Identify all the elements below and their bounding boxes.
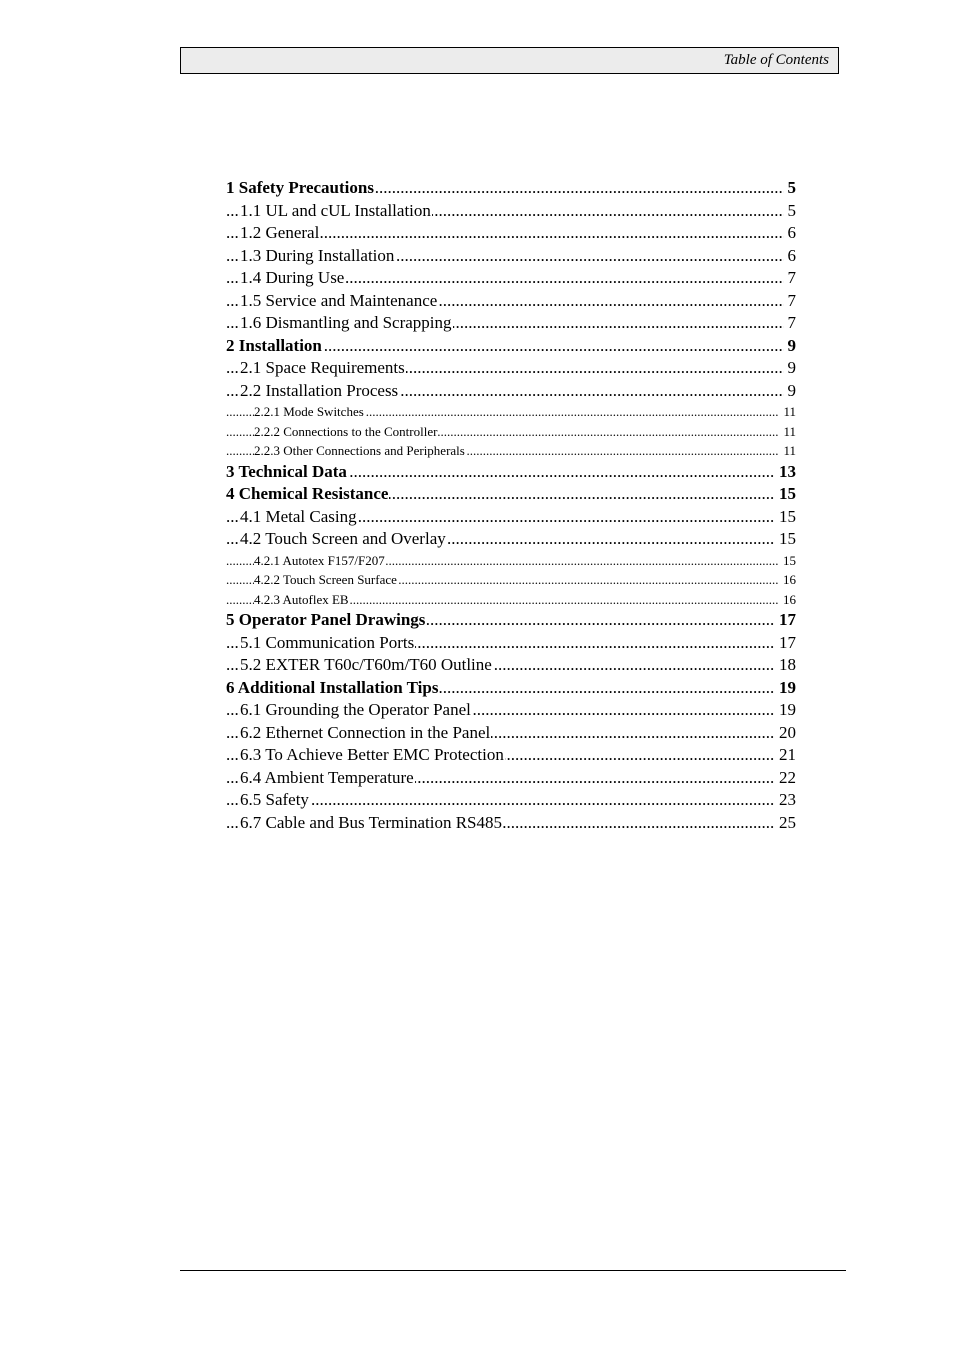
toc-entry-title: 6.3 To Achieve Better EMC Protection [240, 745, 504, 764]
table-of-contents [226, 177, 796, 834]
toc-entry-title: 1.2 General [240, 223, 320, 242]
toc-entry-title: 5.1 Communication Ports [240, 632, 415, 652]
toc-entry-title: 2 Installation [226, 335, 322, 355]
toc-entry-page: 7 [784, 290, 797, 313]
toc-entry[interactable] [226, 789, 796, 812]
toc-entry[interactable] [226, 632, 796, 655]
toc-entry-title: 4.2.3 Autoflex EB [254, 591, 349, 607]
toc-entry[interactable] [226, 722, 796, 745]
toc-entry[interactable] [226, 267, 796, 290]
toc-entry[interactable] [226, 528, 796, 551]
toc-entry-page: 9 [784, 357, 797, 380]
toc-entry[interactable] [226, 402, 796, 422]
toc-entry-page: 5 [784, 200, 797, 223]
toc-entry-page: 7 [784, 267, 797, 290]
toc-entry-page: 17 [775, 632, 796, 655]
toc-entry-title: 6.4 Ambient Temperature [240, 767, 414, 787]
toc-entry-title: 1 Safety Precautions [226, 178, 374, 197]
toc-entry[interactable] [226, 551, 796, 571]
toc-entry-page: 16 [779, 570, 796, 590]
toc-entry-page: 20 [775, 722, 796, 745]
toc-entry-title: 1.3 During Installation [240, 245, 395, 265]
toc-entry-title: 2.2 Installation Process [240, 380, 399, 400]
toc-entry-title: 6.1 Grounding the Operator Panel [240, 700, 471, 719]
toc-entry[interactable] [226, 441, 796, 461]
toc-entry[interactable] [226, 590, 796, 610]
footer-rule [180, 1270, 846, 1271]
toc-entry-page: 19 [775, 677, 796, 700]
toc-entry-title: 1.6 Dismantling and Scrapping [240, 313, 452, 332]
toc-entry-page: 15 [775, 506, 796, 529]
toc-entry-page: 11 [779, 402, 796, 422]
toc-entry[interactable] [226, 200, 796, 223]
toc-entry-page: 21 [775, 744, 796, 767]
toc-entry-title: 6.7 Cable and Bus Termination RS485 [240, 812, 502, 832]
toc-entry[interactable] [226, 177, 796, 200]
toc-entry-title: 1.1 UL and cUL Installation [240, 200, 431, 220]
toc-entry-title: 4.2.1 Autotex F157/F207 [254, 552, 385, 568]
toc-entry-title: 5.2 EXTER T60c/T60m/T60 Outline [240, 655, 492, 674]
toc-entry-title: 4.2.2 Touch Screen Surface [254, 572, 397, 587]
toc-entry-page: 15 [775, 528, 796, 551]
toc-entry-page: 6 [784, 245, 797, 268]
toc-entry[interactable] [226, 506, 796, 529]
toc-entry-title: 2.1 Space Requirements [240, 358, 405, 377]
toc-entry[interactable] [226, 422, 796, 442]
toc-entry-page: 17 [775, 609, 796, 632]
toc-entry-title: 2.2.1 Mode Switches [254, 404, 364, 419]
toc-entry[interactable] [226, 699, 796, 722]
toc-entry-title: 4.2 Touch Screen and Overlay [240, 529, 446, 548]
toc-entry-title: 1.4 During Use [240, 268, 345, 287]
header-title: Table of Contents [723, 52, 829, 68]
page-header [180, 47, 839, 74]
toc-entry[interactable] [226, 570, 796, 590]
toc-entry[interactable] [226, 812, 796, 835]
toc-entry[interactable] [226, 744, 796, 767]
toc-entry-title: 5 Operator Panel Drawings [226, 610, 426, 629]
toc-entry[interactable] [226, 222, 796, 245]
toc-entry[interactable] [226, 677, 796, 700]
toc-entry-title: 4 Chemical Resistance [226, 484, 389, 503]
toc-entry[interactable] [226, 335, 796, 358]
toc-entry-page: 13 [775, 461, 796, 484]
toc-entry-page: 11 [779, 422, 796, 442]
toc-entry[interactable] [226, 380, 796, 403]
toc-entry-page: 11 [779, 441, 796, 461]
toc-entry-title: 1.5 Service and Maintenance [240, 290, 438, 310]
toc-entry-page: 9 [784, 335, 797, 358]
toc-entry-page: 15 [775, 483, 796, 506]
toc-entry-page: 15 [779, 551, 796, 571]
toc-entry-title: 3 Technical Data [226, 461, 347, 481]
toc-entry-page: 19 [775, 699, 796, 722]
toc-entry-page: 25 [775, 812, 796, 835]
toc-entry[interactable] [226, 654, 796, 677]
toc-entry-page: 5 [784, 177, 797, 200]
toc-entry-title: 6 Additional Installation Tips [226, 677, 439, 697]
toc-entry-title: 2.2.2 Connections to the Controller [254, 423, 438, 439]
toc-entry[interactable] [226, 483, 796, 506]
toc-entry-page: 23 [775, 789, 796, 812]
toc-entry-page: 22 [775, 767, 796, 790]
toc-entry[interactable] [226, 245, 796, 268]
toc-entry[interactable] [226, 290, 796, 313]
toc-entry[interactable] [226, 767, 796, 790]
toc-entry-page: 7 [784, 312, 797, 335]
toc-entry-page: 16 [779, 590, 796, 610]
toc-entry[interactable] [226, 312, 796, 335]
toc-entry-page: 9 [784, 380, 797, 403]
toc-entry-title: 2.2.3 Other Connections and Peripherals [254, 443, 465, 458]
toc-entry[interactable] [226, 357, 796, 380]
toc-entry[interactable] [226, 461, 796, 484]
toc-entry-title: 6.5 Safety [240, 790, 309, 809]
toc-entry-title: 6.2 Ethernet Connection in the Panel [240, 722, 491, 742]
toc-entry-page: 18 [775, 654, 796, 677]
toc-entry-page: 6 [784, 222, 797, 245]
toc-entry-title: 4.1 Metal Casing [240, 506, 357, 526]
toc-entry[interactable] [226, 609, 796, 632]
